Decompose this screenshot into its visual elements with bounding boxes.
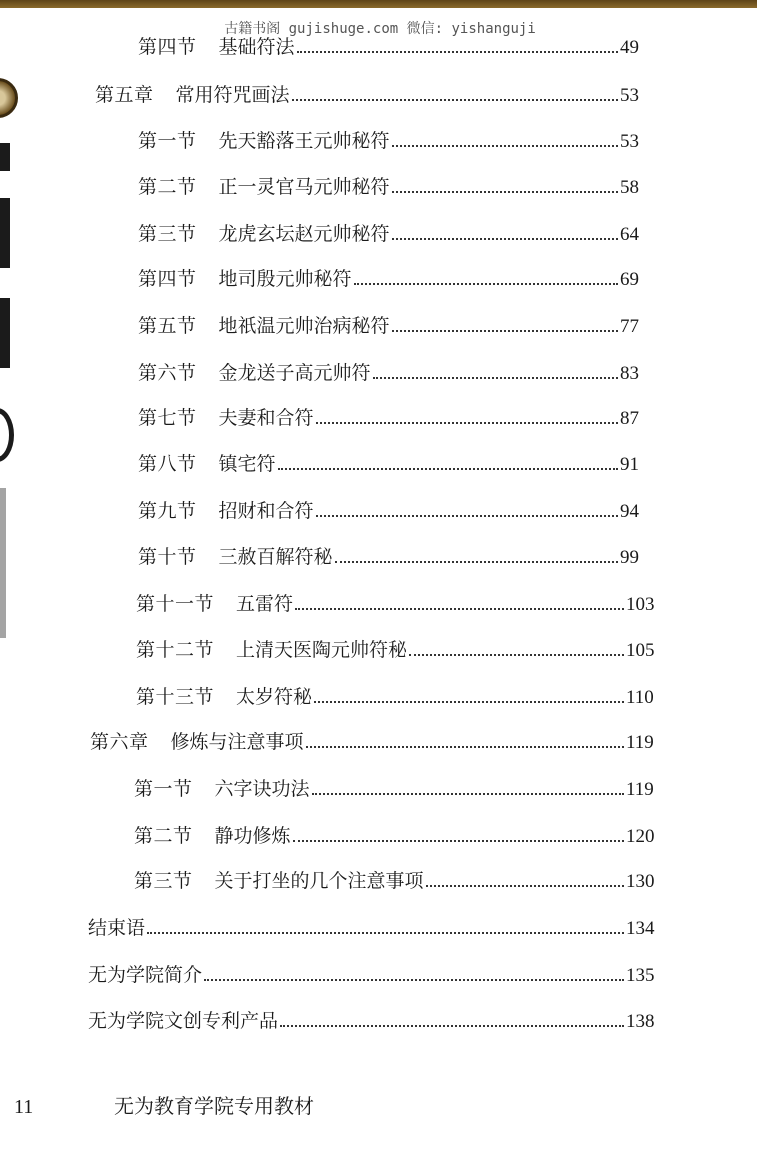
entry-page: 119: [626, 732, 654, 753]
toc-entry[interactable]: [88, 913, 666, 943]
entry-page: 64: [620, 224, 639, 245]
toc-entry[interactable]: [136, 589, 666, 619]
entry-title: 地司殷元帅秘符: [218, 268, 352, 290]
toc-entry[interactable]: [138, 172, 660, 202]
entry-page: 138: [626, 1011, 655, 1032]
entry-page: 49: [620, 37, 639, 58]
entry-page: 53: [620, 131, 639, 152]
entry-page: 91: [620, 454, 639, 475]
dot-leader: [295, 594, 624, 610]
entry-number: 第六章: [90, 731, 149, 753]
entry-title: 镇宅符: [218, 453, 276, 475]
dot-leader: [392, 316, 618, 332]
entry-number: 第二节: [138, 176, 197, 198]
page-footer: [14, 1090, 734, 1119]
toc-entry[interactable]: [138, 32, 660, 62]
entry-number: 第十二节: [136, 639, 215, 661]
entry-title: 太岁符秘: [236, 686, 313, 708]
entry-number: 第三节: [134, 870, 193, 892]
entry-number: 第一节: [138, 130, 197, 152]
entry-title: 无为学院简介: [88, 964, 203, 986]
entry-page: 58: [620, 177, 639, 198]
entry-page: 87: [620, 408, 639, 429]
entry-title: 上清天医陶元帅符秘: [236, 639, 408, 661]
entry-number: 第五章: [95, 84, 154, 106]
toc-entry[interactable]: [138, 542, 660, 572]
entry-title: 五雷符: [236, 593, 294, 615]
entry-page: 135: [626, 965, 655, 986]
entry-number: 第十一节: [136, 593, 215, 615]
entry-page: 105: [626, 640, 655, 661]
dot-leader: [392, 224, 618, 240]
spine-glyph: [0, 488, 6, 638]
entry-page: 103: [626, 594, 655, 615]
dot-leader: [204, 965, 624, 981]
entry-number: 第四节: [138, 36, 197, 58]
spine-decoration: [0, 8, 18, 648]
entry-number: 第二节: [134, 825, 193, 847]
entry-title: 金龙送子高元帅符: [218, 362, 371, 384]
spine-glyph: [0, 143, 10, 171]
dot-leader: [426, 871, 624, 887]
toc-entry[interactable]: [134, 866, 666, 896]
dot-leader: [147, 918, 624, 934]
entry-title: 地祇温元帅治病秘符: [218, 315, 390, 337]
entry-title: 无为学院文创专利产品: [88, 1010, 279, 1032]
entry-page: 119: [626, 779, 654, 800]
entry-title: 三赦百解符秘: [218, 546, 333, 568]
toc-entry[interactable]: [90, 727, 666, 757]
entry-page: 77: [620, 316, 639, 337]
entry-title: 六字诀功法: [214, 778, 310, 800]
toc-entry[interactable]: [88, 960, 666, 990]
toc-entry[interactable]: [138, 449, 660, 479]
toc-entry[interactable]: [138, 219, 660, 249]
entry-page: 94: [620, 501, 639, 522]
dot-leader: [335, 547, 618, 563]
entry-title: 招财和合符: [218, 500, 314, 522]
entry-title: 基础符法: [218, 36, 295, 58]
toc-entry[interactable]: [138, 311, 660, 341]
ornament-icon: [0, 78, 18, 118]
toc-entry[interactable]: [136, 635, 666, 665]
dot-leader: [316, 501, 618, 517]
footer-page-number: 11: [14, 1096, 34, 1118]
entry-page: 120: [626, 826, 655, 847]
entry-page: 110: [626, 687, 654, 708]
dot-leader: [354, 269, 618, 285]
entry-number: 第五节: [138, 315, 197, 337]
dot-leader: [373, 363, 618, 379]
entry-page: 134: [626, 918, 655, 939]
entry-page: 69: [620, 269, 639, 290]
entry-number: 第一节: [134, 778, 193, 800]
entry-number: 第四节: [138, 268, 197, 290]
watermark: 古籍书阁 gujishuge.com 微信: yishanguji: [200, 18, 560, 38]
footer-text: 无为教育学院专用教材: [114, 1094, 314, 1118]
entry-page: 130: [626, 871, 655, 892]
top-border: [0, 0, 757, 8]
entry-title: 结束语: [88, 917, 146, 939]
toc-entry[interactable]: [134, 821, 666, 851]
entry-number: 第六节: [138, 362, 197, 384]
dot-leader: [392, 177, 618, 193]
toc-entry[interactable]: [138, 496, 660, 526]
entry-number: 第七节: [138, 407, 197, 429]
dot-leader: [297, 37, 618, 53]
dot-leader: [293, 826, 624, 842]
dot-leader: [306, 732, 624, 748]
entry-title: 关于打坐的几个注意事项: [214, 870, 424, 892]
toc-entry[interactable]: [138, 264, 660, 294]
toc-entry[interactable]: [95, 80, 660, 110]
dot-leader: [278, 454, 618, 470]
dot-leader: [409, 640, 624, 656]
dot-leader: [312, 779, 624, 795]
dot-leader: [292, 85, 618, 101]
dot-leader: [316, 408, 618, 424]
toc-entry[interactable]: [136, 682, 666, 712]
dot-leader: [392, 131, 618, 147]
toc-entry[interactable]: [138, 403, 660, 433]
spine-glyph: [0, 198, 10, 268]
spine-glyph: [0, 298, 10, 368]
dot-leader: [314, 687, 624, 703]
entry-page: 83: [620, 363, 639, 384]
entry-title: 正一灵官马元帅秘符: [218, 176, 390, 198]
entry-page: 99: [620, 547, 639, 568]
dot-leader: [280, 1011, 624, 1027]
entry-title: 夫妻和合符: [218, 407, 314, 429]
entry-title: 先天豁落王元帅秘符: [218, 130, 390, 152]
spine-ring: [0, 408, 14, 462]
toc-entry[interactable]: [138, 126, 660, 156]
entry-title: 常用符咒画法: [175, 84, 290, 106]
entry-number: 第八节: [138, 453, 197, 475]
entry-number: 第三节: [138, 223, 197, 245]
toc-entry[interactable]: [134, 774, 666, 804]
entry-title: 龙虎玄坛赵元帅秘符: [218, 223, 390, 245]
entry-number: 第十三节: [136, 686, 215, 708]
toc-entry[interactable]: [138, 358, 660, 388]
entry-number: 第十节: [138, 546, 197, 568]
entry-number: 第九节: [138, 500, 197, 522]
entry-page: 53: [620, 85, 639, 106]
toc-entry[interactable]: [88, 1006, 666, 1036]
entry-title: 修炼与注意事项: [170, 731, 304, 753]
entry-title: 静功修炼: [214, 825, 291, 847]
